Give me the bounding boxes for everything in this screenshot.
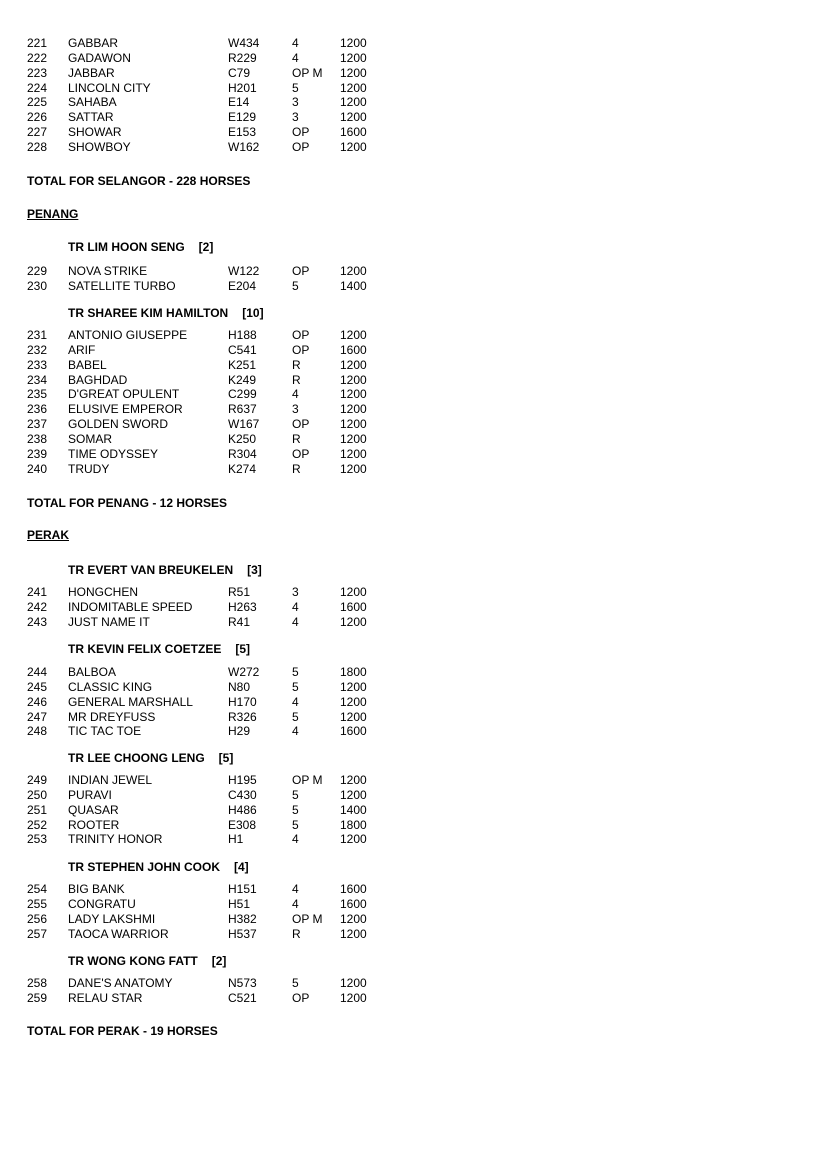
horse-number: 245 [27, 679, 48, 694]
horse-name: SAHABA [68, 95, 117, 110]
horse-number: 255 [27, 896, 48, 911]
horse-distance: 1200 [340, 585, 367, 599]
horse-code: E204 [228, 278, 257, 293]
horse-name: ELUSIVE EMPEROR [68, 402, 183, 417]
horse-rating: 3 [292, 95, 299, 110]
horse-row [0, 328, 420, 343]
horse-row [0, 95, 420, 110]
horse-code: R229 [228, 50, 257, 65]
horse-name: GABBAR [68, 36, 119, 50]
horse-rating: 4 [292, 724, 299, 739]
horse-rating: R [292, 357, 301, 372]
horse-row [0, 927, 420, 942]
horse-code: C299 [228, 387, 257, 402]
horse-rating: 5 [292, 278, 299, 293]
horse-row [0, 773, 420, 788]
horse-distance: 1200 [340, 709, 367, 724]
horse-rating: 4 [292, 36, 299, 50]
horse-row [0, 66, 420, 81]
horse-distance: 1200 [340, 328, 367, 342]
horse-row [0, 976, 420, 991]
horse-distance: 1400 [340, 802, 367, 817]
horse-name: TAOCA WARRIOR [68, 926, 169, 941]
horse-distance: 1200 [340, 976, 367, 990]
horse-rating: R [292, 431, 301, 446]
horse-rating: 3 [292, 585, 299, 599]
trainer-horse-count: [10] [242, 306, 264, 320]
horse-name: PURAVI [68, 787, 112, 802]
horse-rating: 5 [292, 802, 299, 817]
horse-name: HONGCHEN [68, 585, 139, 599]
horse-rating: R [292, 926, 301, 941]
horse-row [0, 462, 420, 477]
horse-code: E308 [228, 817, 257, 832]
horse-rating: OP M [292, 773, 323, 787]
horse-row [0, 710, 420, 725]
horse-row [0, 912, 420, 927]
horse-distance: 1200 [340, 694, 367, 709]
horse-rating: OP [292, 328, 310, 342]
horse-code: N80 [228, 679, 251, 694]
horse-distance: 1200 [340, 65, 367, 80]
horse-name: QUASAR [68, 802, 119, 817]
horse-number: 239 [27, 446, 48, 461]
horse-row [0, 264, 420, 279]
horse-distance: 1200 [340, 36, 367, 50]
horse-number: 238 [27, 431, 48, 446]
horse-distance: 1600 [340, 724, 367, 739]
horse-name: RELAU STAR [68, 990, 143, 1005]
horse-distance: 1200 [340, 372, 367, 387]
horse-row [0, 832, 420, 847]
horse-rating: R [292, 461, 301, 476]
horse-number: 242 [27, 599, 48, 614]
trainer-heading [68, 860, 249, 875]
horse-number: 227 [27, 125, 48, 140]
trainer-name: TR LIM HOON SENG [68, 240, 185, 254]
horse-rating: 5 [292, 665, 299, 679]
horse-row [0, 897, 420, 912]
horse-code: H201 [228, 80, 257, 95]
horse-code: R51 [228, 585, 251, 599]
horse-code: N573 [228, 976, 257, 990]
horse-distance: 1600 [340, 342, 367, 357]
horse-name: ANTONIO GIUSEPPE [68, 328, 188, 342]
horse-number: 230 [27, 278, 48, 293]
horse-name: BIG BANK [68, 882, 125, 896]
horse-code: C521 [228, 990, 257, 1005]
horse-code: E14 [228, 95, 250, 110]
horse-name: GOLDEN SWORD [68, 417, 169, 432]
horse-distance: 1800 [340, 665, 367, 679]
horse-code: H151 [228, 882, 257, 896]
horse-name: TRUDY [68, 461, 110, 476]
horse-number: 249 [27, 773, 48, 787]
horse-code: R637 [228, 402, 257, 417]
state-total: TOTAL FOR PENANG - 12 HORSES [27, 496, 228, 510]
trainer-heading [68, 751, 233, 766]
horse-rating: OP [292, 342, 310, 357]
horse-distance: 1200 [340, 264, 367, 278]
horse-distance: 1200 [340, 402, 367, 417]
horse-row [0, 81, 420, 96]
horse-distance: 1200 [340, 357, 367, 372]
horse-rating: 5 [292, 709, 299, 724]
horse-row [0, 432, 420, 447]
horse-distance: 1600 [340, 125, 367, 140]
horse-rating: OP M [292, 65, 323, 80]
horse-distance: 1200 [340, 926, 367, 941]
horse-rating: 4 [292, 896, 299, 911]
horse-number: 252 [27, 817, 48, 832]
horse-code: R41 [228, 614, 251, 629]
horse-distance: 1600 [340, 896, 367, 911]
horse-rating: 4 [292, 694, 299, 709]
horse-rating: 5 [292, 976, 299, 990]
trainer-name: TR SHAREE KIM HAMILTON [68, 306, 229, 320]
horse-name: INDIAN JEWEL [68, 773, 153, 787]
horse-name: CONGRATU [68, 896, 136, 911]
horse-code: R304 [228, 446, 257, 461]
horse-name: SOMAR [68, 431, 113, 446]
trainer-name: TR EVERT VAN BREUKELEN [68, 563, 234, 577]
horse-name: DANE'S ANATOMY [68, 976, 173, 990]
horse-row [0, 680, 420, 695]
horse-distance: 1200 [340, 461, 367, 476]
horse-row [0, 882, 420, 897]
trainer-horse-count: [2] [198, 240, 214, 254]
horse-name: LINCOLN CITY [68, 80, 151, 95]
state-heading: PENANG [27, 207, 79, 221]
horse-number: 232 [27, 342, 48, 357]
horse-row [0, 695, 420, 710]
horse-name: SATELLITE TURBO [68, 278, 176, 293]
horse-number: 222 [27, 50, 48, 65]
horse-name: INDOMITABLE SPEED [68, 599, 193, 614]
horse-name: TRINITY HONOR [68, 832, 163, 847]
trainer-name: TR STEPHEN JOHN COOK [68, 860, 221, 874]
horse-distance: 1200 [340, 387, 367, 402]
horse-code: E153 [228, 125, 257, 140]
horse-distance: 1200 [340, 911, 367, 926]
horse-number: 229 [27, 264, 48, 278]
horse-rating: 5 [292, 679, 299, 694]
horse-name: BAGHDAD [68, 372, 128, 387]
horse-number: 257 [27, 926, 48, 941]
horse-distance: 1400 [340, 278, 367, 293]
trainer-horse-count: [4] [234, 860, 249, 874]
horse-code: C79 [228, 65, 251, 80]
horse-distance: 1200 [340, 679, 367, 694]
horse-number: 243 [27, 614, 48, 629]
horse-code: W122 [228, 264, 260, 278]
horse-number: 226 [27, 110, 48, 125]
horse-number: 250 [27, 787, 48, 802]
horse-code: H188 [228, 328, 257, 342]
horse-number: 258 [27, 976, 48, 990]
horse-rating: 4 [292, 614, 299, 629]
horse-row [0, 51, 420, 66]
trainer-heading [68, 642, 250, 657]
trainer-name: TR KEVIN FELIX COETZEE [68, 642, 222, 656]
horse-rating: OP [292, 264, 310, 278]
horse-number: 240 [27, 461, 48, 476]
horse-distance: 1600 [340, 599, 367, 614]
horse-code: W434 [228, 36, 260, 50]
horse-rating: OP [292, 417, 310, 432]
horse-number: 256 [27, 911, 48, 926]
horse-code: H486 [228, 802, 257, 817]
horse-name: BALBOA [68, 665, 117, 679]
horse-distance: 1200 [340, 417, 367, 432]
horse-name: BABEL [68, 357, 107, 372]
horse-rating: 5 [292, 817, 299, 832]
horse-rating: 5 [292, 80, 299, 95]
horse-number: 228 [27, 139, 48, 154]
horse-distance: 1200 [340, 95, 367, 110]
horse-distance: 1200 [340, 614, 367, 629]
horse-row [0, 140, 420, 155]
horse-code: K250 [228, 431, 257, 446]
horse-row [0, 279, 420, 294]
horse-name: MR DREYFUSS [68, 709, 156, 724]
horse-rating: OP [292, 125, 310, 140]
horse-row [0, 724, 420, 739]
horse-distance: 1200 [340, 787, 367, 802]
horse-name: SATTAR [68, 110, 114, 125]
horse-rating: 4 [292, 882, 299, 896]
horse-row [0, 991, 420, 1006]
horse-rating: 3 [292, 402, 299, 417]
horse-number: 259 [27, 990, 48, 1005]
horse-number: 224 [27, 80, 48, 95]
trainer-name: TR WONG KONG FATT [68, 954, 198, 968]
horse-code: K251 [228, 357, 257, 372]
horse-name: D'GREAT OPULENT [68, 387, 180, 402]
horse-number: 246 [27, 694, 48, 709]
horse-code: H51 [228, 896, 251, 911]
trainer-heading [68, 563, 262, 578]
horse-rating: 4 [292, 599, 299, 614]
horse-row [0, 447, 420, 462]
horse-name: GENERAL MARSHALL [68, 694, 193, 709]
horse-row [0, 373, 420, 388]
horse-distance: 1200 [340, 50, 367, 65]
horse-number: 248 [27, 724, 48, 739]
state-total: TOTAL FOR SELANGOR - 228 HORSES [27, 174, 251, 188]
horse-row [0, 600, 420, 615]
horse-rating: 5 [292, 787, 299, 802]
horse-code: H29 [228, 724, 251, 739]
horse-distance: 1200 [340, 446, 367, 461]
horse-row [0, 358, 420, 373]
horse-row [0, 665, 420, 680]
horse-name: ARIF [68, 342, 96, 357]
horse-code: W167 [228, 417, 260, 432]
horse-number: 225 [27, 95, 48, 110]
horse-number: 237 [27, 417, 48, 432]
horse-row [0, 803, 420, 818]
trainer-heading [68, 306, 264, 321]
horse-distance: 1200 [340, 110, 367, 125]
horse-rating: 4 [292, 832, 299, 847]
horse-distance: 1200 [340, 139, 367, 154]
horse-number: 241 [27, 585, 48, 599]
trainer-horse-count: [3] [247, 563, 262, 577]
horse-distance: 1200 [340, 990, 367, 1005]
horse-code: H382 [228, 911, 257, 926]
horse-row [0, 387, 420, 402]
trainer-horse-count: [2] [211, 954, 227, 968]
horse-number: 251 [27, 802, 48, 817]
horse-code: H195 [228, 773, 257, 787]
horse-rating: OP [292, 990, 310, 1005]
horse-number: 231 [27, 328, 48, 342]
horse-name: CLASSIC KING [68, 679, 153, 694]
horse-name: JABBAR [68, 65, 115, 80]
horse-code: H170 [228, 694, 257, 709]
trainer-name: TR LEE CHOONG LENG [68, 751, 205, 765]
horse-code: C541 [228, 342, 257, 357]
horse-number: 254 [27, 882, 48, 896]
state-total: TOTAL FOR PERAK - 19 HORSES [27, 1024, 218, 1038]
horse-number: 234 [27, 372, 48, 387]
horse-row [0, 343, 420, 358]
horse-distance: 1200 [340, 431, 367, 446]
horse-distance: 1200 [340, 773, 367, 787]
horse-rating: 4 [292, 50, 299, 65]
trainer-horse-count: [5] [235, 642, 251, 656]
horse-code: R326 [228, 709, 257, 724]
horse-rating: R [292, 372, 301, 387]
horse-row [0, 110, 420, 125]
horse-distance: 1600 [340, 882, 367, 896]
horse-number: 253 [27, 832, 48, 847]
horse-name: SHOWAR [68, 125, 122, 140]
horse-rating: OP [292, 446, 310, 461]
horse-row [0, 615, 420, 630]
horse-name: LADY LAKSHMI [68, 911, 156, 926]
horse-code: K274 [228, 461, 257, 476]
horse-distance: 1800 [340, 817, 367, 832]
horse-code: W272 [228, 665, 260, 679]
horse-name: GADAWON [68, 50, 131, 65]
horse-number: 221 [27, 36, 48, 50]
horse-distance: 1200 [340, 80, 367, 95]
horse-name: TIME ODYSSEY [68, 446, 159, 461]
horse-row [0, 788, 420, 803]
horse-code: H537 [228, 926, 257, 941]
state-heading: PERAK [27, 528, 70, 542]
horse-rating: OP M [292, 911, 323, 926]
trainer-heading [68, 240, 213, 255]
horse-row [0, 125, 420, 140]
horse-row [0, 417, 420, 432]
horse-code: H263 [228, 599, 257, 614]
horse-number: 247 [27, 709, 48, 724]
horse-name: SHOWBOY [68, 139, 131, 154]
horse-row [0, 36, 420, 51]
horse-number: 244 [27, 665, 48, 679]
horse-rating: OP [292, 139, 310, 154]
horse-code: C430 [228, 787, 257, 802]
horse-row [0, 585, 420, 600]
horse-name: TIC TAC TOE [68, 724, 142, 739]
trainer-horse-count: [5] [218, 751, 234, 765]
horse-number: 235 [27, 387, 48, 402]
horse-number: 236 [27, 402, 48, 417]
horse-distance: 1200 [340, 832, 367, 847]
horse-name: JUST NAME IT [68, 614, 150, 629]
horse-row [0, 402, 420, 417]
horse-row [0, 818, 420, 833]
horse-code: E129 [228, 110, 257, 125]
horse-code: K249 [228, 372, 257, 387]
horse-code: H1 [228, 832, 244, 847]
horse-rating: 4 [292, 387, 299, 402]
horse-number: 223 [27, 65, 48, 80]
trainer-heading [68, 954, 226, 969]
horse-name: ROOTER [68, 817, 120, 832]
horse-code: W162 [228, 139, 260, 154]
horse-number: 233 [27, 357, 48, 372]
horse-rating: 3 [292, 110, 299, 125]
horse-name: NOVA STRIKE [68, 264, 148, 278]
